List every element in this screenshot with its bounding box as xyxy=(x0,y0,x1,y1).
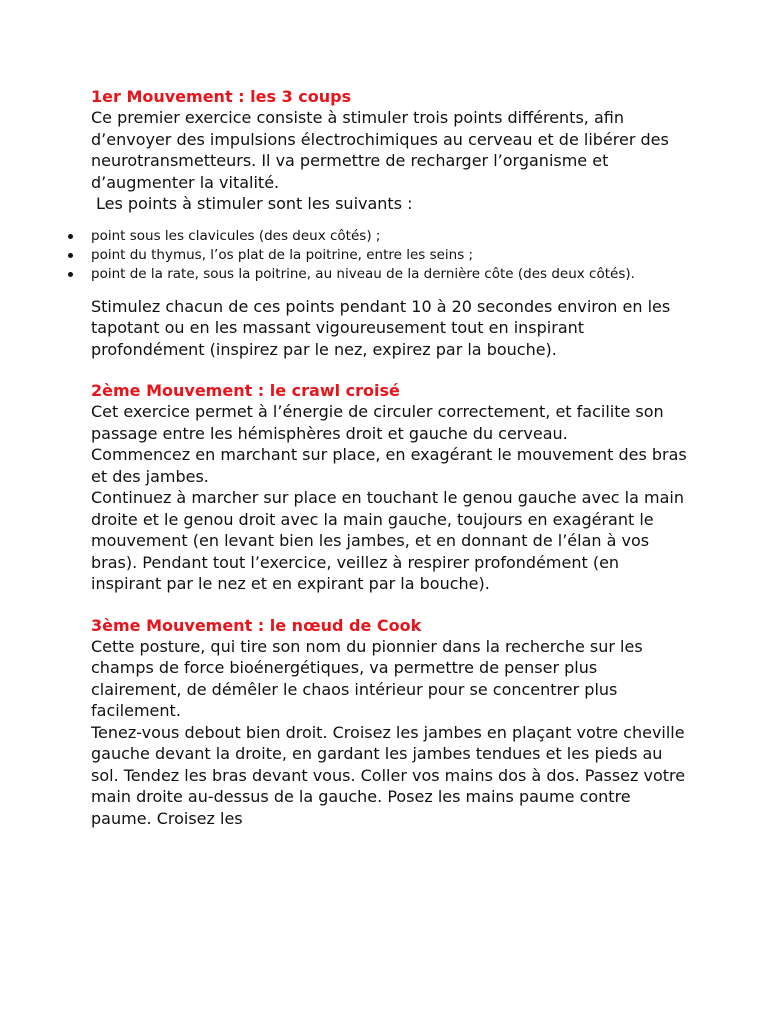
list-item-text: point du thymus, l’os plat de la poitrine, entre les seins ; xyxy=(91,246,474,263)
list-item-text: point sous les clavicules (des deux côtés) ; xyxy=(91,227,381,244)
paragraph: Les points à stimuler sont les suivants : xyxy=(96,194,413,213)
bullet-icon xyxy=(68,253,73,258)
section-heading: 3ème Mouvement : le nœud de Cook xyxy=(91,615,422,635)
list-item xyxy=(91,227,691,246)
list-item xyxy=(91,265,691,284)
section-heading: 2ème Mouvement : le crawl croisé xyxy=(91,381,400,400)
section-heading: 1er Mouvement : les 3 coups xyxy=(91,87,352,106)
list-item xyxy=(91,246,691,265)
section-3 xyxy=(91,616,691,830)
paragraph: Cette posture, qui tire son nom du pionnier dans la recherche sur les champs de force bioénergétiques, va permettre de penser plus clairement, de démêler le chaos intérieur pour se concentrer plus facilement. xyxy=(91,636,643,720)
bullet-icon xyxy=(68,234,73,239)
section-2 xyxy=(91,381,691,595)
bullet-list xyxy=(91,227,691,284)
paragraph: Ce premier exercice consiste à stimuler trois points différents, afin d’envoyer des impulsions électrochimiques au cerveau et de libérer des neurotransmetteurs. Il va permettre de recharger l’organisme et d’augmenter la vitalité. xyxy=(91,108,669,192)
bullet-icon xyxy=(68,272,73,277)
paragraph: Cet exercice permet à l’énergie de circuler correctement, et facilite son passage entre les hémisphères droit et gauche du cerveau. xyxy=(91,402,664,443)
paragraph: Stimulez chacun de ces points pendant 10 à 20 secondes environ en les tapotant ou en les massant vigoureusement tout en inspirant profondément (inspirez par le nez, expirez par la bouche). xyxy=(91,296,671,359)
document-body xyxy=(91,87,691,829)
paragraph: Continuez à marcher sur place en touchant le genou gauche avec la main droite et le genou droit avec la main gauche, toujours en exagérant le mouvement (en levant bien les jambes, et en donnant de l’élan à vos bras). Pendant tout l’exercice, veillez à respirer profondément (en inspirant par le nez et en expirant par la bouche). xyxy=(91,488,684,593)
paragraph: Tenez-vous debout bien droit. Croisez les jambes en plaçant votre cheville gauche devant la droite, en gardant les jambes tendues et les pieds au sol. Tendez les bras devant vous. Coller vos mains dos à dos. Passez votre main droite au-dessus de la gauche. Posez les mains paume contre paume. Croisez les xyxy=(91,722,686,828)
section-1 xyxy=(91,87,691,360)
list-item-text: point de la rate, sous la poitrine, au niveau de la dernière côte (des deux côtés). xyxy=(91,265,635,282)
paragraph: Commencez en marchant sur place, en exagérant le mouvement des bras et des jambes. xyxy=(91,445,687,486)
